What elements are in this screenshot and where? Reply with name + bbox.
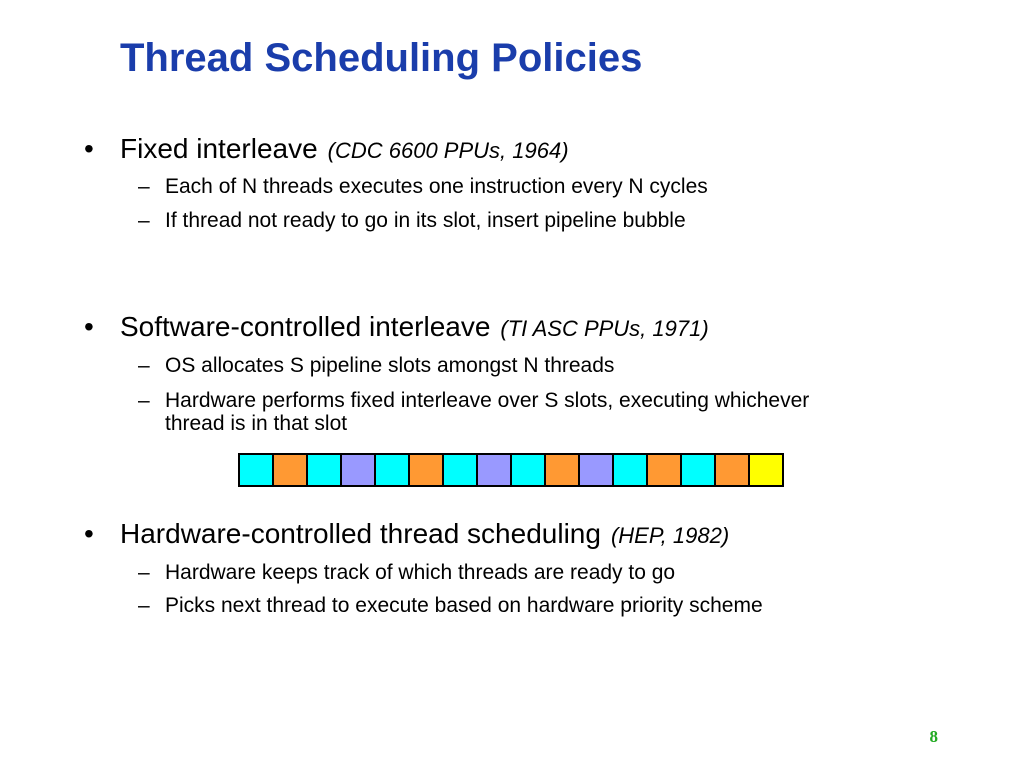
bullet-citation: (HEP, 1982)	[610, 523, 730, 548]
sub-bullet-text: Hardware performs fixed interleave over S slots, executing whichever	[165, 389, 810, 412]
pipeline-slot-orange	[648, 455, 682, 485]
bullet-text: Fixed interleave	[120, 133, 318, 164]
bullet-marker: •	[84, 133, 94, 164]
sub-bullet-text: If thread not ready to go in its slot, insert pipeline bubble	[165, 209, 686, 232]
pipeline-slot-purple	[580, 455, 614, 485]
pipeline-slot-cyan	[512, 455, 546, 485]
slide-title: Thread Scheduling Policies	[120, 36, 643, 80]
pipeline-slot-cyan	[682, 455, 716, 485]
sub-bullet-text: Hardware keeps track of which threads are ready to go	[165, 561, 676, 584]
page-number: 8	[929, 727, 938, 746]
sub-bullet	[138, 594, 763, 617]
pipeline-slot-bar	[238, 453, 784, 487]
sub-bullet-marker: –	[138, 209, 150, 232]
bullet-text: Software-controlled interleave	[120, 311, 491, 342]
bullet-citation: (TI ASC PPUs, 1971)	[500, 316, 709, 341]
bullet-citation: (CDC 6600 PPUs, 1964)	[327, 138, 569, 163]
bullet-fixed-interleave	[84, 132, 984, 168]
sub-bullet-marker: –	[138, 175, 150, 198]
sub-bullet-text: Picks next thread to execute based on hardware priority scheme	[165, 594, 763, 617]
pipeline-slot-orange	[274, 455, 308, 485]
sub-bullet-marker: –	[138, 594, 150, 617]
bullet-marker: •	[84, 311, 94, 342]
sub-bullet-marker: –	[138, 389, 150, 412]
sub-bullet	[138, 175, 708, 198]
bullet-marker: •	[84, 518, 94, 549]
pipeline-slot-cyan	[376, 455, 410, 485]
bullet-text: Hardware-controlled thread scheduling	[120, 518, 601, 549]
sub-bullet-continuation: thread is in that slot	[165, 412, 348, 435]
pipeline-slot-cyan	[240, 455, 274, 485]
bullet-hardware-controlled-scheduling	[84, 517, 984, 553]
sub-bullet	[138, 209, 686, 232]
pipeline-slot-cyan	[444, 455, 478, 485]
pipeline-slot-orange	[546, 455, 580, 485]
sub-bullet-text: OS allocates S pipeline slots amongst N threads	[165, 354, 615, 377]
pipeline-slot-purple	[342, 455, 376, 485]
sub-bullet-marker: –	[138, 354, 150, 377]
sub-bullet-text: Each of N threads executes one instruction every N cycles	[165, 175, 708, 198]
pipeline-slot-cyan	[308, 455, 342, 485]
pipeline-slot-yellow	[750, 455, 782, 485]
pipeline-slot-orange	[716, 455, 750, 485]
sub-bullet-marker: –	[138, 561, 150, 584]
pipeline-slot-purple	[478, 455, 512, 485]
pipeline-slot-orange	[410, 455, 444, 485]
bullet-software-controlled-interleave	[84, 310, 984, 346]
pipeline-slot-cyan	[614, 455, 648, 485]
sub-bullet	[138, 354, 614, 377]
sub-bullet	[138, 389, 809, 435]
sub-bullet	[138, 561, 675, 584]
